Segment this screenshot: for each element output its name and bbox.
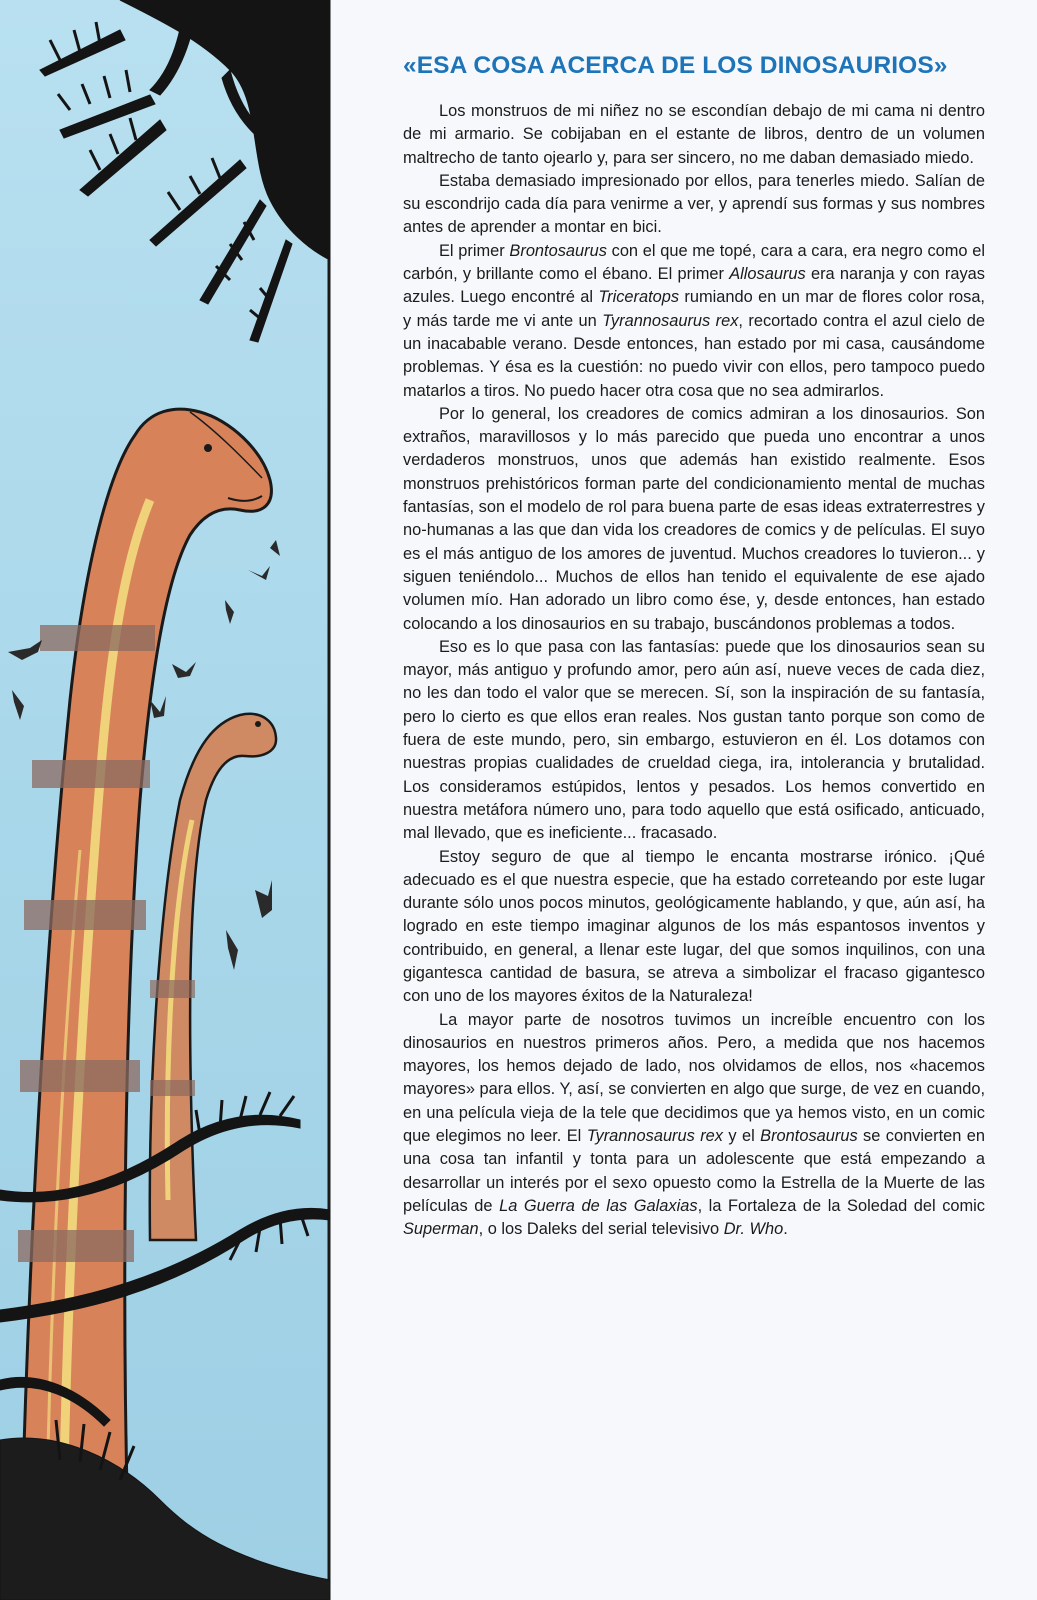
text-run: , recortado contra el azul cielo de un inacabable verano. Desde entonces, han estado por mi casa, causándome problemas. Y ésa es la cuestión: no puedo vivir con ellos, pero tampoco puedo matarlos a tiros. No puedo hacer otra cosa que no sea admirarlos. (403, 311, 985, 400)
text-run: y el (723, 1127, 761, 1146)
text-run: La mayor parte de nosotros tuvimos un increíble encuentro con los dinosaurios en nuestros primeros años. Pero, a medida que nos hacemos mayores, los hemos dejado de lado, nos olvidamos de ellos, nos «hacemos mayores» para ellos. Y, así, se convierten en algo que surge, de vez en cuando, en una película vieja de la tele que decidimos que ya hemos visto, en un comic que elegimos no leer. El (403, 1010, 985, 1146)
text-run: Estoy seguro de que al tiempo le encanta mostrarse irónico. ¡Qué adecuado es el que nuestra especie, que ha estado correteando por este lugar durante sólo unos pocos minutos, geológicamente hablando, y que, aún así, ha logrado en este tiempo imaginar algunos de los más espantosos inventos y contribuido, en general, a llenar este lugar, del que somos inquilinos, con una gigantesca cantidad de basura, se atreva a simbolizar el fracaso gigantesco con uno de los mayores éxitos de la Naturaleza! (403, 847, 985, 1006)
italic-term: Triceratops (598, 288, 680, 307)
text-run: era naranja y con rayas azules. Luego encontré al (403, 265, 985, 307)
paragraph (403, 403, 985, 636)
text-run: , la Fortaleza de la Soledad del comic (697, 1196, 986, 1215)
italic-term: Brontosaurus (509, 241, 607, 260)
italic-term: Brontosaurus (760, 1127, 858, 1146)
text-run: se convierten en una cosa tan infantil y tonta para un adolescente que está empezando a desarrollar un interés por el sexo opuesto como la Estrella de la Muerte de las películas de (403, 1127, 986, 1215)
article-title: «ESA COSA ACERCA DE LOS DINOSAURIOS» (403, 52, 948, 79)
text-run: Los monstruos de mi niñez no se escondían debajo de mi cama ni dentro de mi armario. Se cobijaban en el estante de libros, dentro de un volumen maltrecho de tanto ojearlo y, para ser sincero, no me daban demasiado miedo. (403, 102, 985, 167)
text-run: con el que me topé, cara a cara, era negro como el carbón, y brillante como el ébano. El primer (403, 241, 985, 284)
text-run: Estaba demasiado impresionado por ellos, para tenerles miedo. Salían de su escondrijo cada día para venirme a ver, y aprendí sus formas y sus nombres antes de aprender a montar en bici. (403, 171, 985, 237)
italic-term: La Guerra de las Galaxias (499, 1196, 698, 1215)
italic-term: Tyrannosaurus rex (602, 311, 739, 330)
text-run: . (783, 1220, 788, 1239)
dinosaur-illustration (0, 0, 336, 1600)
paragraph (403, 636, 985, 846)
text-run: rumiando en un mar de flores color rosa, y más tarde me vi ante un (403, 288, 985, 330)
text-run: Eso es lo que pasa con las fantasías: puede que los dinosaurios sean su mayor, más antiguo y profundo amor, pero aún así, nueve veces de cada diez, no les dan todo el valor que se merecen. Sí, son la inspiración de su fantasía, pero lo cierto es que ellos eran reales. Nos gustan tanto porque son como de fuera de este mundo, pero, sin embargo, estuvieron en él. Los dotamos con nuestras propias cualidades de crueldad ciega, ira, intolerancia y brutalidad. Los consideramos estúpidos, lentos y pesados. Los hemos convertido en nuestra metáfora número uno, para todo aquello que está osificado, anticuado, mal llevado, que es ineficiente... fracasado. (403, 637, 985, 843)
italic-term: Tyrannosaurus rex (586, 1127, 723, 1146)
paragraph (403, 100, 985, 170)
article (403, 52, 985, 1242)
paragraph (403, 846, 985, 1009)
article-body (403, 100, 985, 1242)
paragraph (403, 1009, 985, 1242)
paragraph (403, 240, 985, 403)
text-run: Por lo general, los creadores de comics admiran a los dinosaurios. Son extraños, maravillosos y lo más parecido que pueda uno encontrar a unos verdaderos monstruos, unos que además han existido realmente. Esos monstruos prehistóricos forman parte del condicionamiento mental de muchas fantasías, son el modelo de rol para buena parte de esas ideas extraterrestres y no-humanas a las que dan vida los creadores de comics y de películas. El suyo es el más antiguo de los amores de juventud. Muchos creadores lo tuvieron... y siguen teniéndolo... Muchos de ellos han tenido el equivalente de ese ajado volumen mío. Han adorado un libro como ése, y, desde entonces, han estado colocando a los dinosaurios en su trabajo, buscándonos problemas a todos. (403, 404, 985, 633)
text-run: , o los Daleks del serial televisivo (478, 1220, 724, 1239)
text-run: El primer (439, 241, 510, 260)
italic-term: Dr. Who (723, 1220, 784, 1239)
italic-term: Superman (403, 1220, 479, 1239)
italic-term: Allosaurus (729, 265, 806, 284)
paragraph (403, 170, 985, 240)
